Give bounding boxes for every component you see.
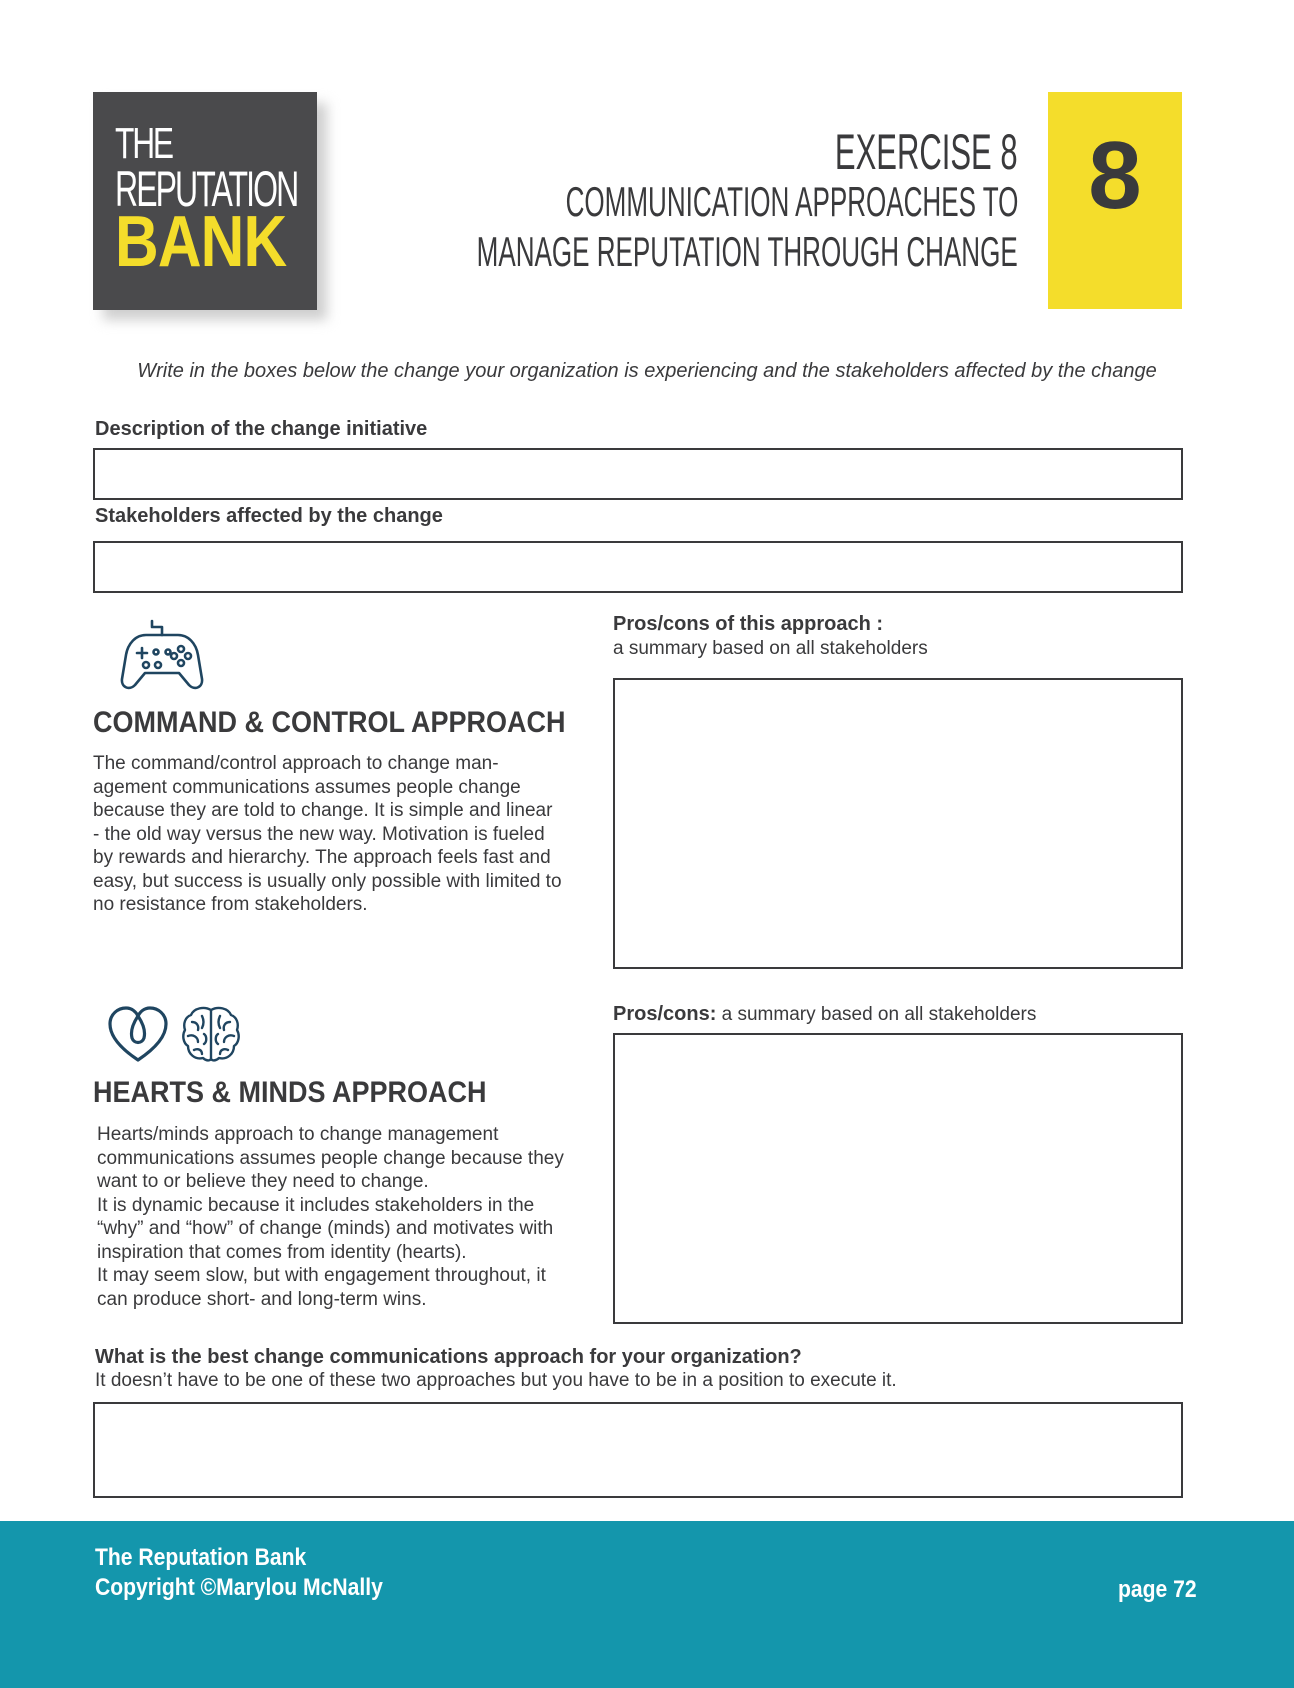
logo-text-reputation: REPUTATION bbox=[115, 161, 298, 217]
hearts-proscons-caption bbox=[613, 1003, 1036, 1026]
command-proscons-title: Pros/cons of this approach : bbox=[613, 613, 884, 635]
description-label: Description of the change initiative bbox=[95, 418, 428, 440]
hearts-proscons-title: Pros/cons: bbox=[613, 1003, 717, 1025]
description-input-box[interactable] bbox=[93, 448, 1183, 500]
best-approach-input-box[interactable] bbox=[93, 1402, 1183, 1498]
command-control-description: The command/control approach to change man-agement communications assumes people change because they are told to change. It is simple and linear - the old way versus the new way. Motivation is fueled by rewards and hierarchy. The approach feels fast and easy, but success is usually only possible with limited to no resistance from stakeholders. bbox=[93, 753, 562, 915]
command-proscons-input-box[interactable] bbox=[613, 678, 1183, 969]
hearts-minds-description bbox=[97, 1123, 577, 1311]
page-number: page 72 bbox=[1118, 1576, 1197, 1603]
hearts-minds-paragraph-2: It is dynamic because it includes stakeholders in the “why” and “how” of change (minds) and motivates with inspiration that comes from identity (hearts). bbox=[97, 1194, 554, 1263]
best-approach-note: It doesn’t have to be one of these two approaches but you have to be in a position to execute it. bbox=[95, 1370, 897, 1391]
instructions: Write in the boxes below the change your organization is experiencing and the stakeholders affected by the change bbox=[137, 360, 1157, 382]
footer-brand: The Reputation Bank bbox=[95, 1544, 307, 1571]
stakeholders-label: Stakeholders affected by the change bbox=[95, 505, 443, 527]
best-approach-question: What is the best change communications approach for your organization? bbox=[95, 1346, 802, 1368]
hearts-minds-heading: HEARTS & MINDS APPROACH bbox=[93, 1076, 487, 1109]
exercise-subtitle-line2: MANAGE REPUTATION THROUGH CHANGE bbox=[476, 228, 1018, 275]
heart-icon bbox=[106, 1004, 170, 1064]
exercise-subtitle-line1: COMMUNICATION APPROACHES TO bbox=[565, 178, 1018, 225]
game-controller-icon bbox=[118, 617, 206, 695]
exercise-title: EXERCISE 8 bbox=[835, 124, 1018, 180]
hearts-proscons-subtitle: a summary based on all stakeholders bbox=[721, 1004, 1037, 1025]
command-proscons-subtitle: a summary based on all stakeholders bbox=[613, 638, 928, 659]
hearts-minds-paragraph-3: It may seem slow, but with engagement throughout, it can produce short- and long-term wins. bbox=[97, 1265, 546, 1310]
hearts-proscons-input-box[interactable] bbox=[613, 1033, 1183, 1324]
stakeholders-input-box[interactable] bbox=[93, 541, 1183, 593]
command-control-heading: COMMAND & CONTROL APPROACH bbox=[93, 706, 566, 739]
exercise-number: 8 bbox=[1088, 122, 1142, 229]
logo-text-bank: BANK bbox=[115, 202, 287, 282]
logo-text-the: THE bbox=[115, 119, 172, 168]
logo bbox=[93, 92, 317, 310]
brain-icon bbox=[180, 1004, 242, 1064]
footer-copyright: Copyright ©Marylou McNally bbox=[95, 1574, 383, 1601]
exercise-number-badge bbox=[1048, 92, 1182, 309]
hearts-minds-paragraph-1: Hearts/minds approach to change management communications assumes people change because they want to or believe they need to change. bbox=[97, 1124, 564, 1192]
